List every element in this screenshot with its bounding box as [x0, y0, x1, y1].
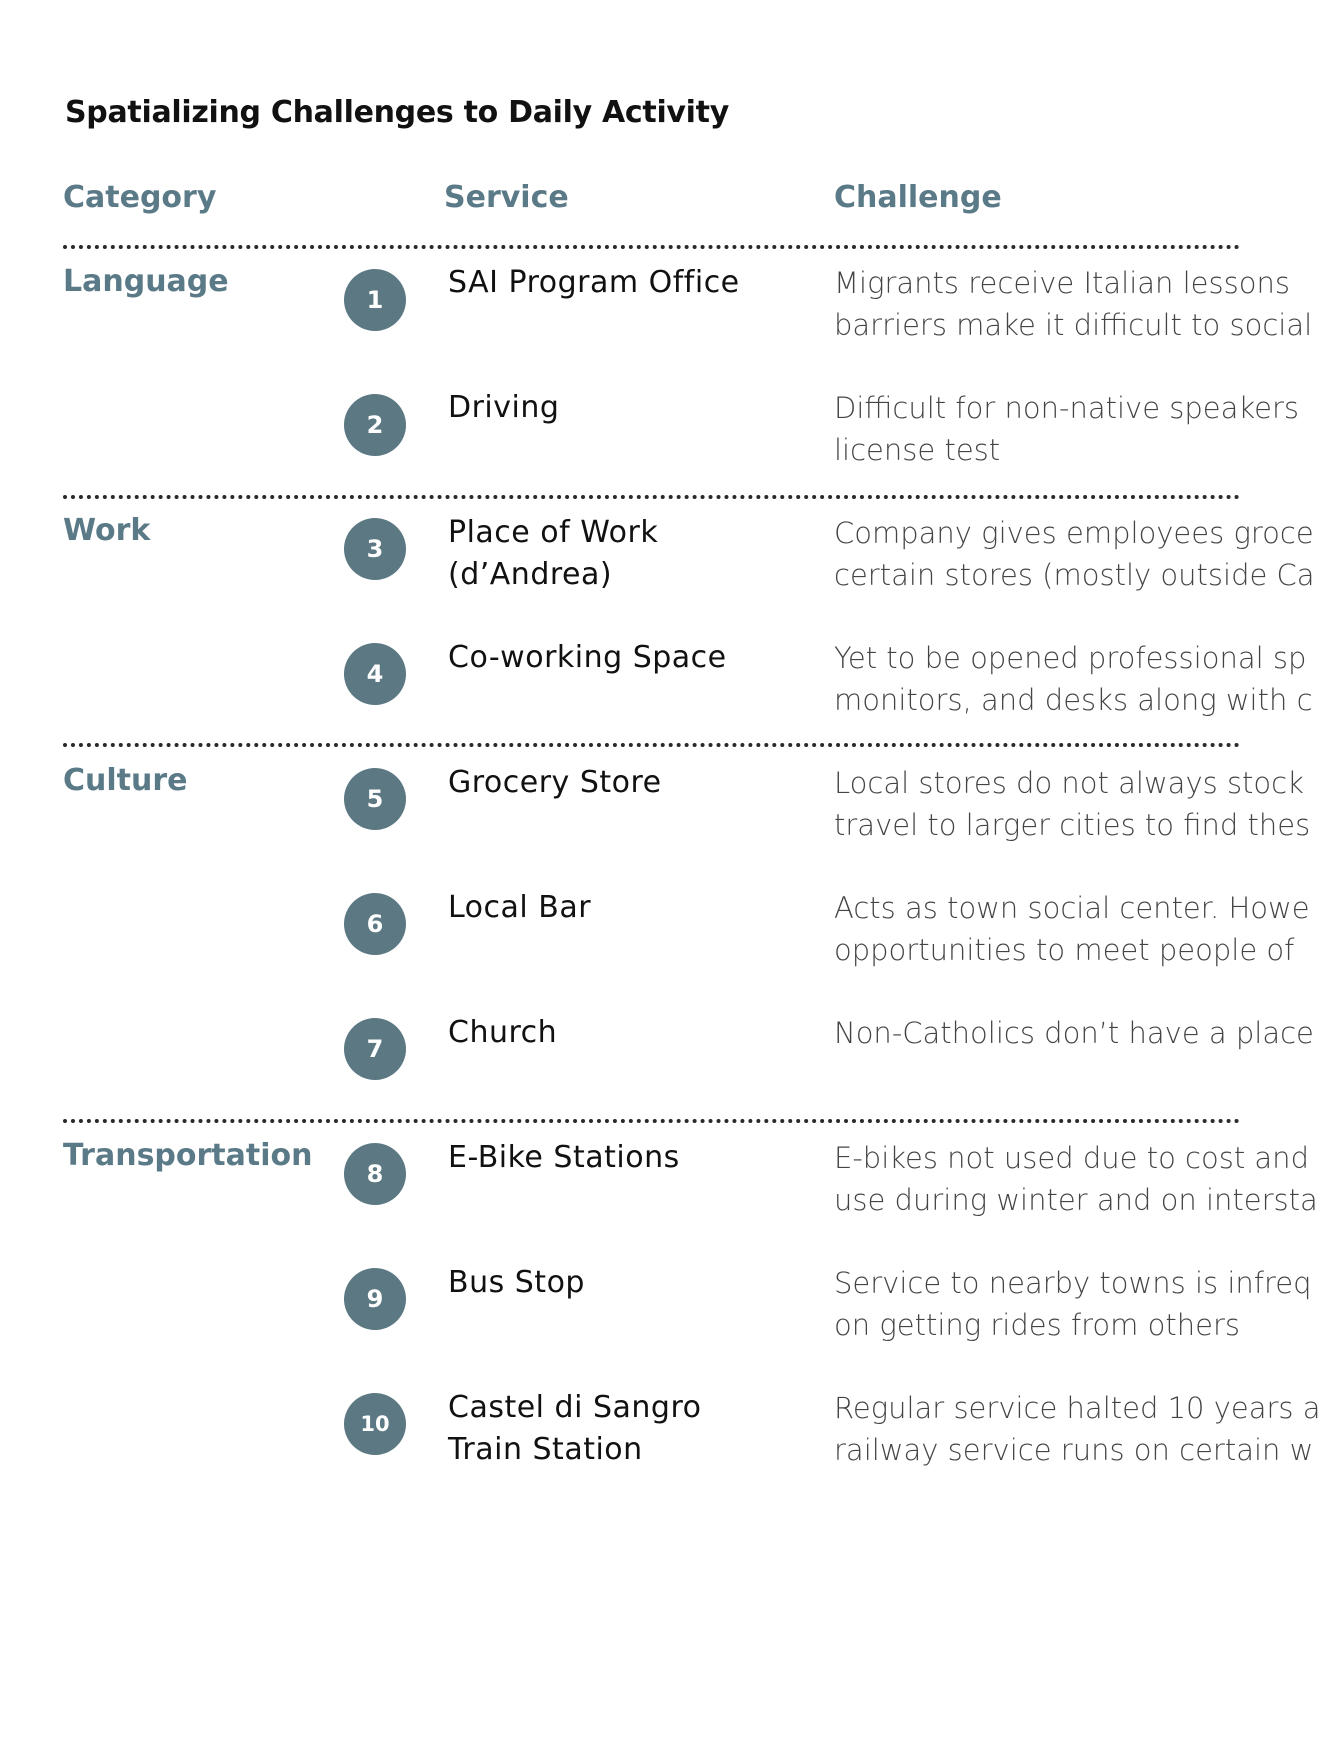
service-name: E-Bike Stations: [448, 1140, 680, 1175]
challenge-line: Non-Catholics don’t have a place: [834, 1016, 1314, 1050]
challenge-line: Company gives employees groce: [834, 516, 1314, 550]
challenge-line: travel to larger cities to find thes: [834, 808, 1311, 842]
challenge-text: [834, 262, 1313, 346]
service-name: Grocery Store: [448, 765, 662, 800]
number-badge: [344, 1268, 406, 1330]
challenge-text: [834, 1387, 1321, 1471]
challenge-line: barriers make it difficult to social: [834, 308, 1313, 342]
challenge-line: Migrants receive Italian lessons: [834, 266, 1290, 300]
divider: [63, 495, 1240, 499]
challenge-line: certain stores (mostly outside Ca: [834, 558, 1315, 592]
header-service: Service: [444, 180, 569, 215]
challenge-line: use during winter and on intersta: [834, 1183, 1318, 1217]
number-badge: [344, 1018, 406, 1080]
challenge-line: Regular service halted 10 years a: [834, 1391, 1321, 1425]
number-badge: [344, 518, 406, 580]
divider: [63, 245, 1240, 249]
badge-number: 6: [366, 910, 384, 938]
challenge-line: Acts as town social center. Howe: [834, 891, 1310, 925]
number-badge: [344, 1393, 406, 1455]
challenge-text: [834, 1137, 1318, 1221]
header-category: Category: [63, 180, 217, 215]
category-work: Work: [63, 513, 151, 548]
challenge-line: Difficult for non-native speakers: [834, 391, 1300, 425]
number-badge: [344, 269, 406, 331]
challenge-line: Service to nearby towns is infreq: [834, 1266, 1312, 1300]
page-title: Spatializing Challenges to Daily Activity: [65, 95, 729, 130]
number-badge: [344, 394, 406, 456]
challenge-line: railway service runs on certain w: [834, 1433, 1314, 1467]
service-name: Bus Stop: [448, 1265, 585, 1300]
badge-number: 8: [366, 1160, 384, 1188]
challenge-line: opportunities to meet people of: [834, 933, 1295, 967]
badge-number: 9: [366, 1285, 384, 1313]
service-name: SAI Program Office: [448, 265, 740, 300]
challenge-line: monitors, and desks along with c: [834, 683, 1313, 717]
category-language: Language: [63, 264, 229, 299]
challenge-line: Yet to be opened professional sp: [834, 641, 1307, 675]
category-transportation: Transportation: [63, 1138, 313, 1173]
service-name: Driving: [448, 390, 560, 425]
badge-number: 2: [366, 411, 384, 439]
number-badge: [344, 1143, 406, 1205]
badge-number: 1: [366, 286, 384, 314]
service-name: Co-working Space: [448, 640, 727, 675]
service-name: Local Bar: [448, 890, 592, 925]
badge-number: 7: [366, 1035, 384, 1063]
number-badge: [344, 768, 406, 830]
challenge-text: [834, 762, 1311, 846]
service-name: Castel di Sangro Train Station: [448, 1390, 702, 1467]
challenge-text: [834, 1012, 1314, 1054]
challenge-text: [834, 1262, 1312, 1346]
service-name: Place of Work (d’Andrea): [448, 515, 659, 592]
header-challenge: Challenge: [834, 180, 1002, 215]
challenge-text: [834, 637, 1313, 721]
badge-number: 5: [366, 785, 384, 813]
number-badge: [344, 643, 406, 705]
challenge-line: Local stores do not always stock: [834, 766, 1304, 800]
badge-number: 4: [366, 660, 384, 688]
category-culture: Culture: [63, 763, 188, 798]
challenge-line: E-bikes not used due to cost and: [834, 1141, 1309, 1175]
badge-number: 10: [360, 1412, 390, 1436]
challenge-text: [834, 512, 1315, 596]
divider: [63, 1119, 1240, 1123]
challenge-text: [834, 887, 1310, 971]
badge-number: 3: [366, 535, 384, 563]
service-name: Church: [448, 1015, 558, 1050]
challenge-line: license test: [834, 433, 1001, 467]
challenge-text: [834, 387, 1300, 471]
number-badge: [344, 893, 406, 955]
divider: [63, 743, 1240, 747]
challenge-line: on getting rides from others: [834, 1308, 1241, 1342]
